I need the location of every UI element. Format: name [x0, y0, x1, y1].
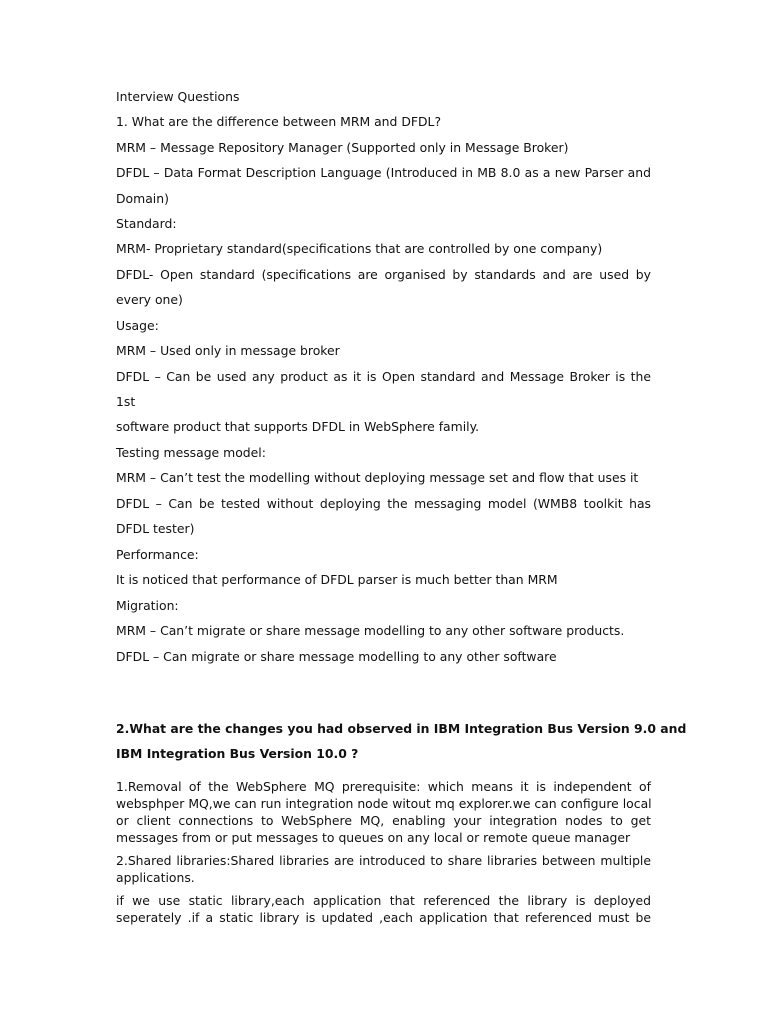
mrm-definition: MRM – Message Repository Manager (Supported only in Message Broker): [116, 140, 569, 155]
dfdl-definition-line-2: Domain): [116, 191, 169, 206]
answer-item-1-line-4: messages from or put messages to queues on any local or remote queue manager: [116, 830, 631, 845]
answer-item-3-line-2: seperately .if a static library is updated ,each application that referenced must be: [116, 910, 651, 925]
performance-heading: Performance:: [116, 547, 199, 562]
document-title: Interview Questions: [116, 89, 240, 104]
testing-mrm: MRM – Can’t test the modelling without deploying message set and flow that uses it: [116, 470, 639, 485]
usage-mrm: MRM – Used only in message broker: [116, 343, 340, 358]
answer-item-1-line-2: websphper MQ,we can run integration node witout mq explorer.we can configure local: [116, 796, 652, 811]
migration-heading: Migration:: [116, 598, 179, 613]
migration-dfdl: DFDL – Can migrate or share message modelling to any other software: [116, 649, 557, 664]
question-2-line-2: IBM Integration Bus Version 10.0 ?: [116, 746, 359, 761]
answer-item-1-line-1: 1.Removal of the WebSphere MQ prerequisite: which means it is independent of: [116, 779, 651, 794]
question-1: 1. What are the difference between MRM and DFDL?: [116, 114, 442, 129]
usage-dfdl-line-2: 1st: [116, 394, 136, 409]
testing-heading: Testing message model:: [116, 445, 266, 460]
testing-dfdl-line-1: DFDL – Can be tested without deploying the messaging model (WMB8 toolkit has: [116, 496, 651, 511]
usage-dfdl-line-1: DFDL – Can be used any product as it is Open standard and Message Broker is the: [116, 369, 651, 384]
standard-mrm: MRM- Proprietary standard(specifications that are controlled by one company): [116, 241, 603, 256]
answer-item-1-line-3: or client connections to WebSphere MQ, enabling your integration nodes to get: [116, 813, 651, 828]
migration-mrm: MRM – Can’t migrate or share message modelling to any other software products.: [116, 623, 625, 638]
usage-dfdl-line-3: software product that supports DFDL in WebSphere family.: [116, 419, 480, 434]
standard-heading: Standard:: [116, 216, 177, 231]
standard-dfdl-line-1: DFDL- Open standard (specifications are organised by standards and are used by: [116, 267, 651, 282]
answer-item-2-line-2: applications.: [116, 870, 195, 885]
dfdl-definition-line-1: DFDL – Data Format Description Language (Introduced in MB 8.0 as a new Parser and: [116, 165, 651, 180]
standard-dfdl-line-2: every one): [116, 292, 183, 307]
answer-item-2-line-1: 2.Shared libraries:Shared libraries are introduced to share libraries between multiple: [116, 853, 651, 868]
performance-text: It is noticed that performance of DFDL parser is much better than MRM: [116, 572, 558, 587]
usage-heading: Usage:: [116, 318, 159, 333]
answer-item-3-line-1: if we use static library,each application that referenced the library is deployed: [116, 893, 651, 908]
testing-dfdl-line-2: DFDL tester): [116, 521, 195, 536]
question-2-line-1: 2.What are the changes you had observed in IBM Integration Bus Version 9.0 and: [116, 721, 687, 736]
